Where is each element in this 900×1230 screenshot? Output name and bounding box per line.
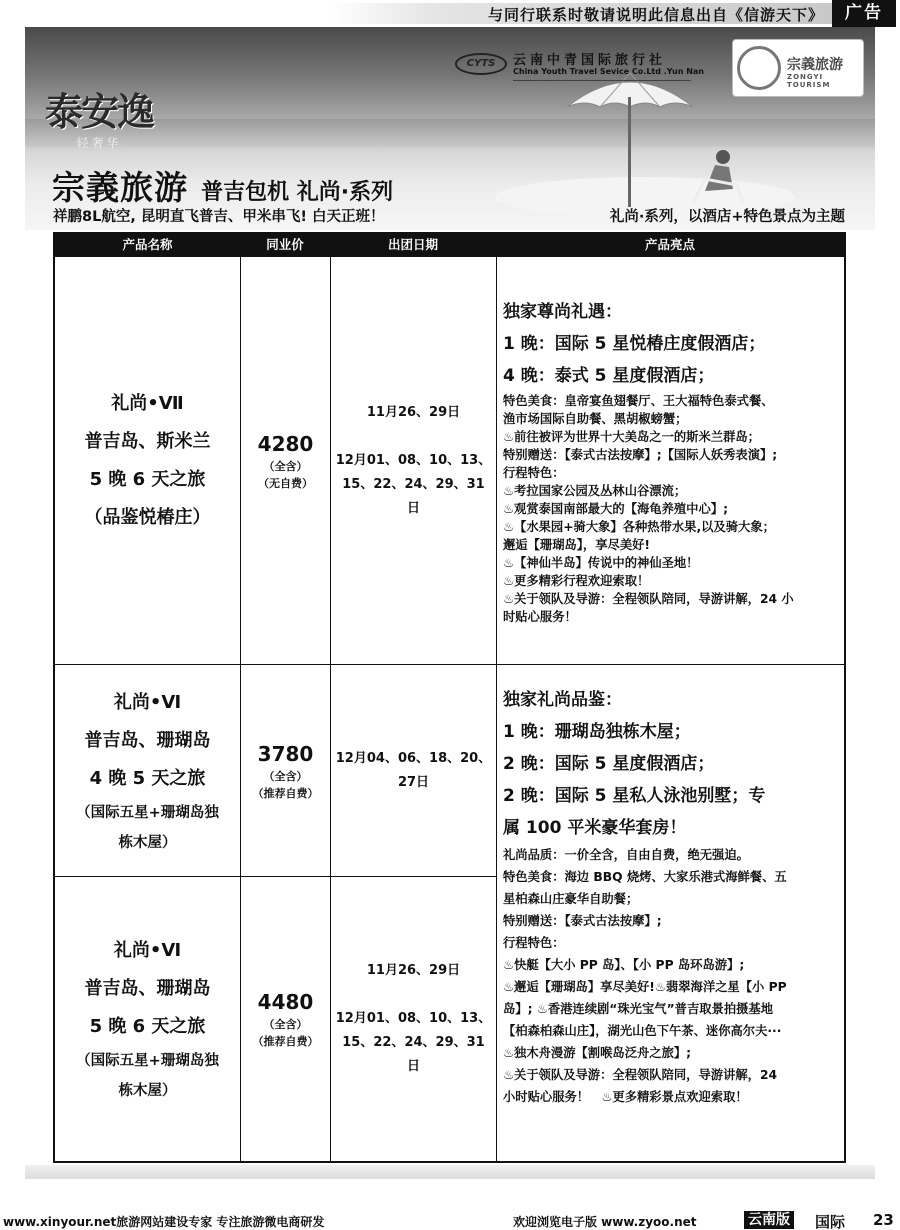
product-route: 普吉岛、珊瑚岛 (84, 729, 211, 751)
panel-bottom-edge (25, 1165, 875, 1179)
date-line: 12月01、08、10、13、 (335, 452, 492, 468)
date-line: 15、22、24、29、31 (342, 476, 485, 492)
product-feature: （国际五星+珊瑚岛独 (76, 804, 219, 821)
header-product-name: 产品名称 (122, 237, 173, 252)
series-theme: 礼尚·系列，以酒店+特色景点为主题 (609, 209, 845, 225)
title-series: 普吉包机 礼尚·系列 (201, 180, 394, 205)
table-header (55, 234, 844, 256)
highlights-block-1 (503, 296, 843, 626)
umbrella-pole (628, 97, 631, 207)
highlight-hotel: 2 晚：国际 5 星私人泳池别墅；专 (503, 786, 766, 806)
cyts-emblem-icon: CYTS (455, 53, 507, 75)
highlight-line: 【柏森柏森山庄】，湖光山色下午茶、迷你高尔夫··· (503, 1024, 782, 1038)
highlight-line: 礼尚品质：一价全含，自由自费，绝无强迫。 (503, 848, 749, 862)
table-row-1-price (241, 257, 330, 664)
highlight-hotel: 1 晚：珊瑚岛独栋木屋； (503, 722, 691, 742)
table-row-3-price (241, 877, 330, 1161)
edition-tag: 云南版 (744, 1211, 794, 1229)
header-price: 同业价 (266, 237, 304, 252)
table-row-1-name (55, 257, 240, 664)
tai-anyi-logo (45, 81, 153, 151)
table-row-1-dates (331, 257, 496, 664)
price-note: （全含） (263, 459, 308, 473)
price-value: 3780 (257, 741, 314, 766)
date-line: 12月01、08、10、13、 (335, 1011, 492, 1026)
source-notice: 与同行联系时敬请说明此信息出自《信游天下》 (487, 6, 824, 24)
price-note: （无自费） (258, 476, 313, 490)
highlights-block-2 (503, 684, 843, 1108)
product-duration: 5 晚 6 天之旅 (89, 1016, 206, 1037)
ad-tag: 广告 (832, 0, 896, 27)
footer-website-left: www.xinyour.net旅游网站建设专家 专注旅游微电商研发 (3, 1215, 325, 1229)
highlight-line: 渔市场国际自助餐、黑胡椒螃蟹； (503, 412, 688, 426)
highlight-line: ♨快艇【大小 PP 岛】、【小 PP 岛环岛游】; (503, 958, 745, 972)
product-route: 普吉岛、珊瑚岛 (84, 978, 211, 999)
date-line (411, 983, 416, 1007)
highlight-heading: 独家礼尚品鉴： (503, 690, 622, 710)
highlight-line: ♨【神仙半岛】传说中的神仙圣地！ (503, 556, 699, 570)
price-value: 4280 (257, 431, 314, 456)
top-banner (0, 0, 900, 27)
highlight-line: ♨关于领队及导游：全程领队陪同，导游讲解，24 小 (503, 592, 794, 606)
flight-info: 祥鹏8L航空, 昆明直飞普吉、甲米串飞! 白天正班！ (53, 209, 385, 225)
page-footer (0, 1210, 900, 1230)
highlight-hotel: 4 晚：泰式 5 星度假酒店； (503, 366, 715, 386)
highlight-line: ♨邂逅【珊瑚岛】享尽美好!♨翡翠海洋之星【小 PP (503, 980, 787, 994)
date-line: 12月04、06、18、20、 (335, 750, 492, 766)
product-feature: （国际五星+珊瑚岛独 (76, 1053, 219, 1069)
highlight-line: ♨更多精彩行程欢迎索取！ (503, 574, 650, 588)
product-route: 普吉岛、斯米兰 (84, 430, 211, 452)
price-note: （全含） (263, 1018, 308, 1031)
highlight-line: 邂逅【珊瑚岛】，享尽美好! (503, 538, 651, 552)
table-row-3-name (55, 877, 240, 1161)
highlight-line: ♨考拉国家公园及丛林山谷漂流； (503, 484, 687, 498)
highlight-line: 特别赠送：【泰式古法按摩】;【国际人妖秀表演】; (503, 448, 778, 462)
logo-title: 泰安逸 (45, 89, 154, 134)
zongyi-logo (732, 39, 864, 97)
header-dates: 出团日期 (387, 237, 438, 252)
product-table (53, 232, 846, 1163)
table-row-3-dates (331, 877, 496, 1161)
date-line: 日 (406, 500, 420, 516)
highlight-line: 特色美食：皇帝宴鱼翅餐厅、王大福特色泰式餐、 (503, 394, 774, 408)
highlight-line: ♨独木舟漫游【割喉岛泛舟之旅】; (503, 1046, 692, 1060)
highlight-line: 行程特色： (503, 466, 565, 480)
product-code: 礼尚•Ⅶ (111, 392, 184, 414)
product-code: 礼尚•Ⅵ (113, 691, 182, 713)
price-value: 4480 (257, 990, 314, 1014)
highlight-line: 小时贴心服务！ ♨更多精彩景点欢迎索取！ (503, 1090, 748, 1104)
highlight-hotel: 2 晚：国际 5 星度假酒店； (503, 754, 715, 774)
price-note: （推荐自费） (252, 786, 319, 800)
zongyi-name-en: ZONGYI TOURISM (787, 73, 831, 89)
cyts-agency-logo (455, 47, 745, 97)
cyts-name-en: China Youth Travel Sevice Co.Ltd .Yun Nan (513, 67, 704, 76)
price-note: （全含） (263, 769, 308, 783)
zongyi-name-cn: 宗義旅游 (787, 57, 843, 73)
section-label: 国际 (815, 1213, 846, 1230)
logo-subtitle: 轻奢华 (76, 136, 122, 150)
highlight-hotel: 1 晚：国际 5 星悦椿庄度假酒店； (503, 334, 766, 354)
product-feature: 栋木屋） (118, 834, 177, 851)
highlight-line: ♨【水果园+骑大象】各种热带水果,以及骑大象； (503, 520, 775, 534)
highlight-line: 时贴心服务！ (503, 610, 577, 624)
date-line: 日 (406, 1059, 420, 1074)
highlight-line: ♨观赏泰国南部最大的【海龟养殖中心】; (503, 502, 728, 516)
highlight-line: 特别赠送：【泰式古法按摩】; (503, 914, 662, 928)
product-feature: （品鉴悦椿庄） (84, 506, 211, 528)
date-line: 15、22、24、29、31 (342, 1035, 485, 1050)
highlight-line: 星柏森山庄豪华自助餐； (503, 892, 639, 906)
zongyi-emblem-icon (737, 46, 781, 90)
page-title (52, 162, 393, 209)
date-line: 11月26、29日 (366, 963, 461, 978)
divider (496, 234, 497, 1161)
page-number: 23 (873, 1211, 894, 1229)
header-highlights: 产品亮点 (644, 237, 695, 252)
hero-banner (25, 27, 875, 230)
highlight-heading: 独家尊尚礼遇： (503, 302, 622, 322)
product-code: 礼尚•Ⅵ (113, 940, 182, 961)
beach-chair-icon (685, 145, 745, 205)
highlight-line: 特色美食：海边 BBQ 烧烤、大家乐港式海鲜餐、五 (503, 870, 787, 884)
highlight-hotel: 属 100 平米豪华套房！ (503, 818, 687, 838)
highlight-line: 行程特色： (503, 936, 565, 950)
cyts-name-cn: 云南中青国际旅行社 (513, 53, 667, 68)
highlight-line: ♨关于领队及导游：全程领队陪同，导游讲解，24 (503, 1068, 778, 1082)
table-row-2-price (241, 665, 330, 876)
highlight-line: 岛】; ♨香港连续剧“珠光宝气”普吉取景拍摄基地 (503, 1002, 774, 1016)
product-feature: 栋木屋） (118, 1083, 177, 1099)
title-main: 宗義旅游 (52, 168, 188, 207)
cyts-fine-print: ━━━━━━━━━━━━━━━━━━━━━━━━━━━━━━━━━━━━━━━━━━━━━━━━━━━━━━━━━━━ (513, 78, 691, 84)
table-row-2-name (55, 665, 240, 876)
table-row-2-dates (331, 665, 496, 876)
footer-website-right: 欢迎浏览电子版 www.zyoo.net (513, 1215, 697, 1229)
date-line: 27日 (397, 774, 430, 790)
product-duration: 4 晚 5 天之旅 (89, 767, 206, 789)
product-duration: 5 晚 6 天之旅 (89, 468, 206, 490)
price-note: （推荐自费） (252, 1035, 319, 1048)
date-line (411, 425, 416, 449)
date-line: 11月26、29日 (366, 404, 461, 420)
highlight-line: ♨前往被评为世界十大美岛之一的斯米兰群岛； (503, 430, 760, 444)
